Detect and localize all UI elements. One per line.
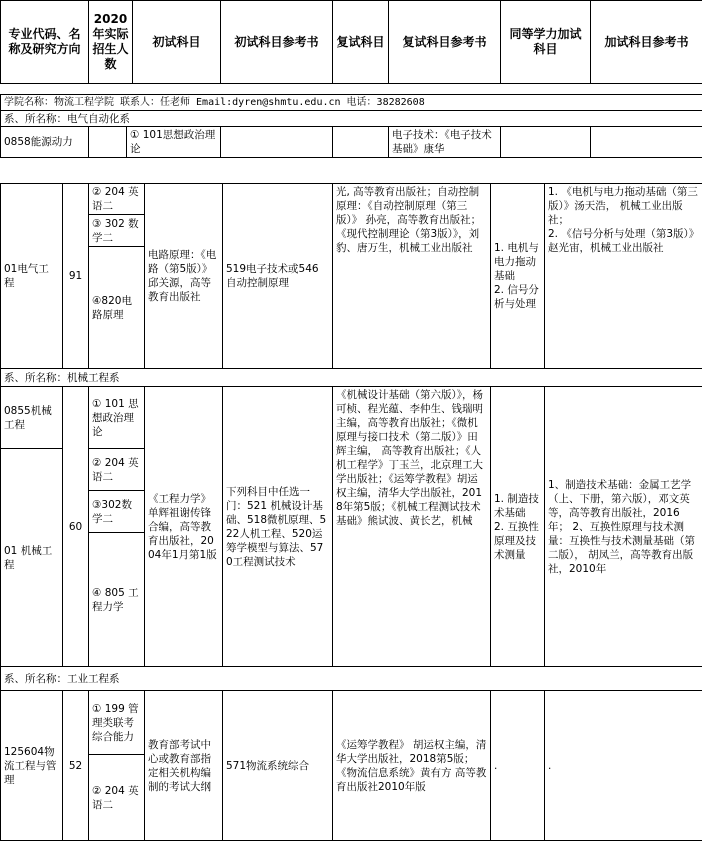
subject-logistics-1: ① 199 管理类联考综合能力 bbox=[89, 691, 145, 755]
subject-electrical-3: ④820电路原理 bbox=[89, 247, 145, 369]
initial-books-logistics: 教育部考试中心或教育部指定相关机构编制的考试大纲 bbox=[145, 691, 223, 841]
main-table bbox=[0, 183, 702, 841]
header-extra-books: 加试科目参考书 bbox=[591, 1, 702, 84]
major-0858: 0858能源动力 bbox=[1, 127, 89, 158]
enroll-logistics: 52 bbox=[63, 691, 89, 841]
retest-books-logistics: 《运筹学教程》 胡运权主编，清华大学出版社，2018第5版；《物流信息系统》黄有方 高等教育出版社2010年版 bbox=[333, 691, 491, 841]
major-logistics: 125604物流工程与管理 bbox=[1, 691, 63, 841]
major-electrical: 01电气工程 bbox=[1, 184, 63, 369]
subject-mechanical-2: ② 204 英语二 bbox=[89, 449, 145, 491]
header-enroll: 2020年实际招生人数 bbox=[89, 1, 133, 84]
retest-mechanical: 下列科目中任选一门：521 机械设计基础、518微机原理、522人机工程、520运筹学模型与算法、570工程测试技术 bbox=[223, 387, 333, 667]
subject-mechanical-3: ③302数学二 bbox=[89, 491, 145, 533]
header-retest-books: 复试科目参考书 bbox=[389, 1, 501, 84]
initial-books-electrical: 电路原理：《电路（第5版）》邱关源，高等教育出版社 bbox=[145, 184, 223, 369]
extra-books-mechanical: 1、制造技术基础：金属工艺学（上、下册，第六版），邓文英等，高等教育出版社，2016年； 2、互换性原理与技术测量：互换性与技术测量基础（第二版）， 胡凤兰，高等教育出版社，2010年 bbox=[545, 387, 702, 667]
major-mechanical-a: 0855机械工程 bbox=[1, 387, 63, 449]
retest-books-0858: 电子技术：《电子技术基础》康华 bbox=[389, 127, 501, 158]
equiv-mechanical: 1. 制造技术基础 2. 互换性原理及技术测量 bbox=[491, 387, 545, 667]
enroll-mechanical: 60 bbox=[63, 387, 89, 667]
retest-books-electrical: 光, 高等教育出版社；自动控制原理：《自动控制原理（第三版）》 孙亮，高等教育出版社；《现代控制理论（第3版）》，刘豹、唐万生，机械工业出版社 bbox=[333, 184, 491, 369]
subject-logistics-2: ② 204 英语二 bbox=[89, 755, 145, 841]
college-line: 学院名称：物流工程学院 联系人：任老师 Email:dyren@shmtu.edu.cn 电话：38282608 bbox=[1, 95, 702, 111]
dept-title-mechanical: 系、所名称：机械工程系 bbox=[1, 369, 702, 387]
extra-books-electrical: 1. 《电机与电力拖动基础（第三版）》汤天浩， 机械工业出版 社； 2. 《信号分析与处理（第3版）》赵光宙，机械工业出版社 bbox=[545, 184, 702, 369]
retest-logistics: 571物流系统综合 bbox=[223, 691, 333, 841]
header-retest: 复试科目 bbox=[333, 1, 389, 84]
college-table bbox=[0, 94, 702, 158]
header-initial: 初试科目 bbox=[133, 1, 221, 84]
header-table bbox=[0, 0, 702, 84]
initial-books-mechanical: 《工程力学》单辉祖谢传锋合编，高等教育出版社，2004年1月第1版 bbox=[145, 387, 223, 667]
subject-mechanical-4: ④ 805 工程力学 bbox=[89, 533, 145, 667]
equiv-logistics: . bbox=[491, 691, 545, 841]
subject-0858: ① 101思想政治理论 bbox=[127, 127, 221, 158]
retest-electrical: 519电子技术或546自动控制原理 bbox=[223, 184, 333, 369]
subject-mechanical-1: ① 101 思想政治理论 bbox=[89, 387, 145, 449]
enroll-electrical: 91 bbox=[63, 184, 89, 369]
header-major: 专业代码、名称及研究方向 bbox=[1, 1, 89, 84]
dept-title-electrical: 系、所名称：电气自动化系 bbox=[1, 111, 702, 127]
major-mechanical-b: 01 机械工程 bbox=[1, 449, 63, 667]
dept-title-industrial: 系、所名称：工业工程系 bbox=[1, 667, 702, 691]
header-initial-books: 初试科目参考书 bbox=[221, 1, 333, 84]
subject-electrical-2: ③ 302 数学二 bbox=[89, 215, 145, 247]
header-equiv: 同等学力加试科目 bbox=[501, 1, 591, 84]
equiv-electrical: 1. 电机与电力拖动基础 2. 信号分析与处理 bbox=[491, 184, 545, 369]
retest-books-mechanical: 《机械设计基础（第六版）》，杨可桢、程光蕴、李仲生、钱瑞明主编，高等教育出版社；《微机原理与接口技术（第二版）》田辉主编， 高等教育出版社；《人机工程学》丁玉兰，北京理工大学出版社；《运筹学教程》胡运权主编，清华大学出版社，2018年第5版；《机械工程测试技术基础》熊试波、黄长艺，机械 bbox=[333, 387, 491, 667]
extra-books-logistics: . bbox=[545, 691, 702, 841]
subject-electrical-1: ② 204 英语二 bbox=[89, 184, 145, 215]
